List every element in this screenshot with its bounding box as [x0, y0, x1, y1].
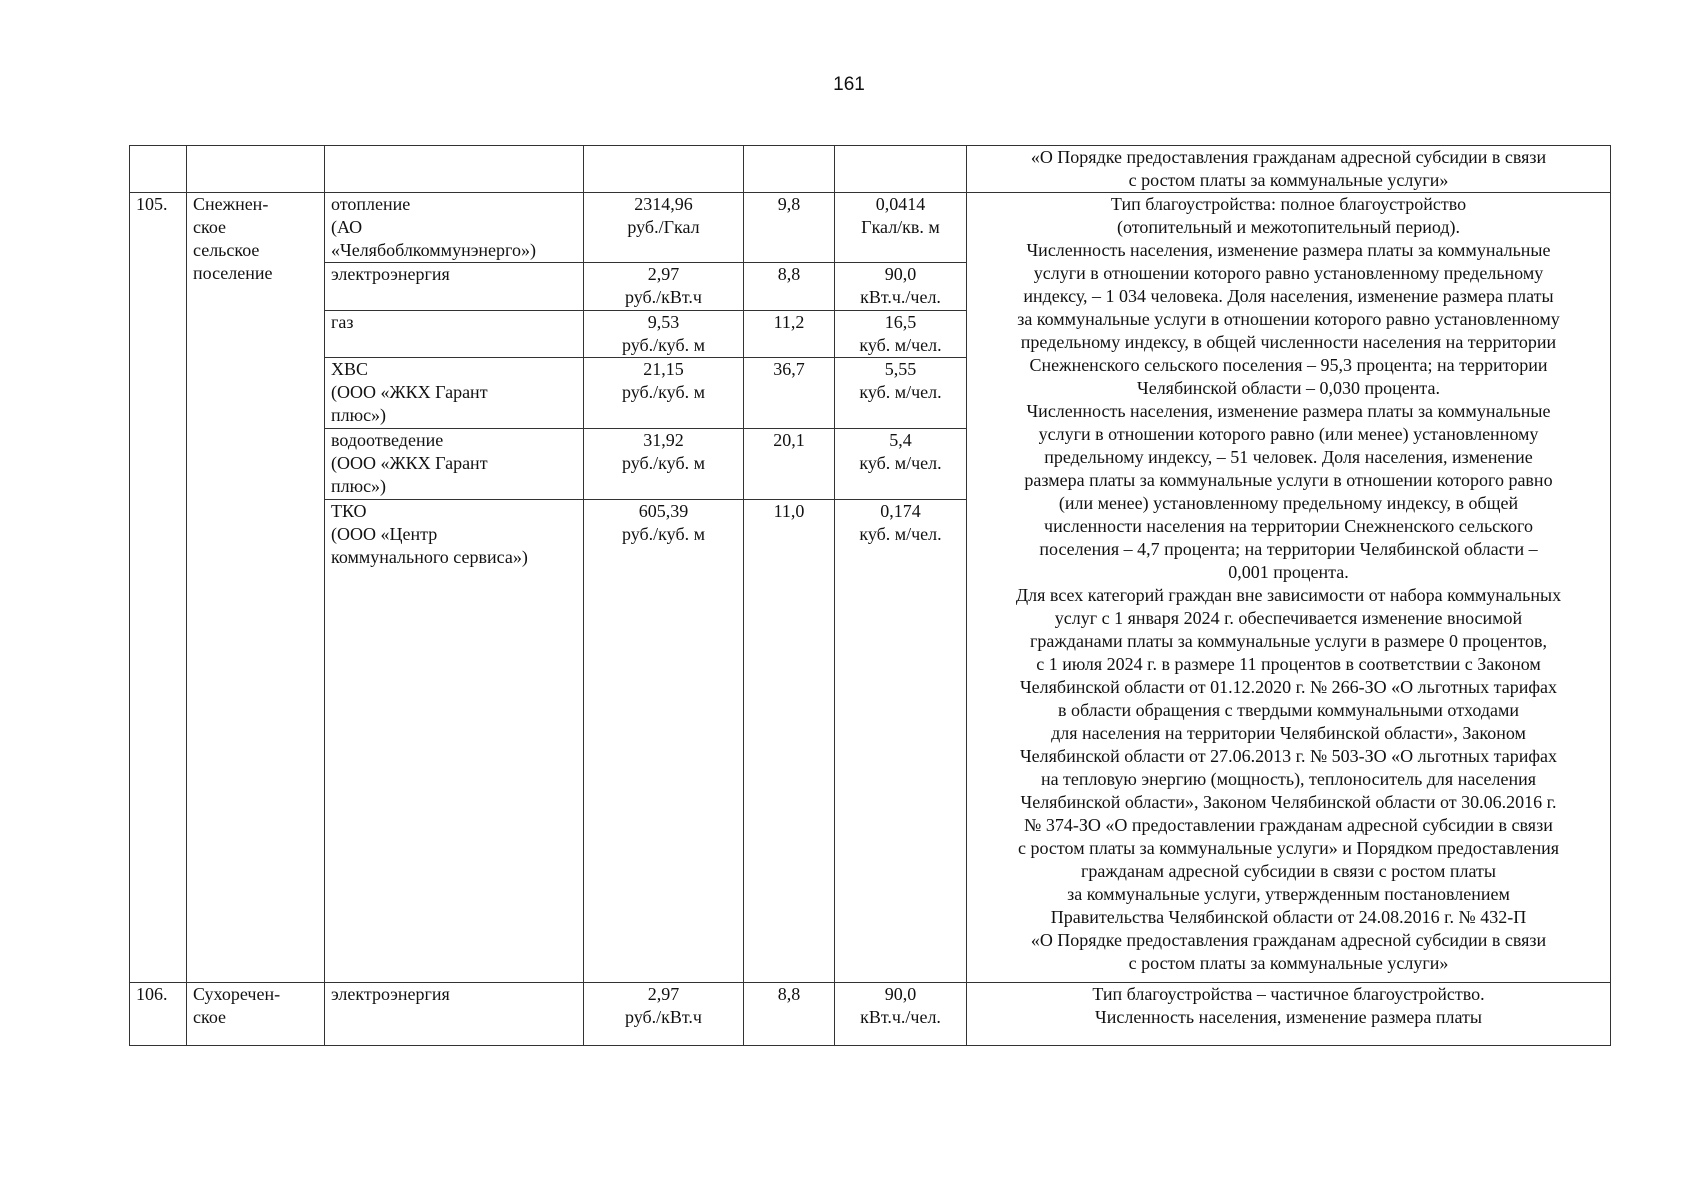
norm-value: 5,4 куб. м/чел. [835, 429, 967, 500]
norm-value: 90,0 кВт.ч./чел. [835, 983, 967, 1046]
cell-empty [835, 146, 967, 193]
cell-empty [325, 146, 584, 193]
cell-empty [584, 146, 744, 193]
continuation-row [130, 146, 1611, 193]
growth-value: 36,7 [744, 358, 835, 429]
growth-value: 9,8 [744, 193, 835, 263]
row-number: 105. [130, 193, 187, 983]
cell-empty [130, 146, 187, 193]
norm-value: 0,0414 Гкал/кв. м [835, 193, 967, 263]
settlement-name: Сухоречен- ское [187, 983, 325, 1046]
norm-value: 16,5 куб. м/чел. [835, 311, 967, 358]
norm-value: 90,0 кВт.ч./чел. [835, 263, 967, 311]
settlement-description: Тип благоустройства: полное благоустройство (отопительный и межотопительный период). Численность населения, изменение размера платы за коммунальные услуги в отношении которого равно установленному предельному индексу, – 1 034 человека. Доля населения, изменение размера платы за коммунальные услуги в отношении которого равно установленному предельному индексу, в общей численности населения на территории Снежненского сельского поселения – 95,3 процента; на территории Челябинской области – 0,030 процента. Численность населения, изменение размера платы за коммунальные услуги в отношении которого равно (или менее) установленному предельному индексу, – 51 человек. Доля населения, изменение размера платы за коммунальные услуги в отношении которого равно (или менее) установленному предельному индексу, в общей численности населения на территории Снежненского сельского поселения – 4,7 процента; на территории Челябинской области – 0,001 процента. Для всех категорий граждан вне зависимости от набора коммунальных услуг с 1 января 2024 г. обеспечивается изменение вносимой гражданами платы за коммунальные услуги в размере 0 процентов, с 1 июля 2024 г. в размере 11 процентов в соответствии с Законом Челябинской области от 01.12.2020 г. № 266-ЗО «О льготных тарифах в области обращения с твердыми коммунальными отходами для населения на территории Челябинской области», Законом Челябинской области от 27.06.2013 г. № 503-ЗО «О льготных тарифах на тепловую энергию (мощность), теплоноситель для населения Челябинской области», Законом Челябинской области от 30.06.2016 г. № 374-ЗО «О предоставлении гражданам адресной субсидии в связи с ростом платы за коммунальные услуги» и Порядком предоставления гражданам адресной субсидии в связи с ростом платы за коммунальные услуги, утвержденным постановлением Правительства Челябинской области от 24.08.2016 г. № 432-П «О Порядке предоставления гражданам адресной субсидии в связи с ростом платы за коммунальные услуги» [967, 193, 1611, 983]
settlement-description: Тип благоустройства – частичное благоустройство. Численность населения, изменение размера платы [967, 983, 1611, 1046]
tariff-value: 2,97 руб./кВт.ч [584, 983, 744, 1046]
row-number: 106. [130, 983, 187, 1046]
growth-value: 11,2 [744, 311, 835, 358]
growth-value: 20,1 [744, 429, 835, 500]
tariff-value: 605,39 руб./куб. м [584, 500, 744, 983]
tariff-table [129, 145, 1611, 1046]
cell-empty [187, 146, 325, 193]
service-name: ХВС (ООО «ЖКХ Гарант плюс») [325, 358, 584, 429]
continuation-text: «О Порядке предоставления гражданам адресной субсидии в связи с ростом платы за коммунальные услуги» [967, 146, 1611, 193]
service-name: отопление (АО «Челябоблкоммунэнерго») [325, 193, 584, 263]
service-name: ТКО (ООО «Центр коммунального сервиса») [325, 500, 584, 983]
tariff-value: 21,15 руб./куб. м [584, 358, 744, 429]
service-name: газ [325, 311, 584, 358]
service-name: электроэнергия [325, 983, 584, 1046]
table-row [130, 983, 1611, 1046]
service-name: электроэнергия [325, 263, 584, 311]
growth-value: 8,8 [744, 983, 835, 1046]
norm-value: 5,55 куб. м/чел. [835, 358, 967, 429]
growth-value: 11,0 [744, 500, 835, 983]
page-number: 161 [833, 74, 865, 95]
norm-value: 0,174 куб. м/чел. [835, 500, 967, 983]
settlement-name: Снежнен- ское сельское поселение [187, 193, 325, 983]
tariff-value: 2314,96 руб./Гкал [584, 193, 744, 263]
table-row [130, 193, 1611, 263]
cell-empty [744, 146, 835, 193]
tariff-value: 2,97 руб./кВт.ч [584, 263, 744, 311]
growth-value: 8,8 [744, 263, 835, 311]
service-name: водоотведение (ООО «ЖКХ Гарант плюс») [325, 429, 584, 500]
tariff-value: 9,53 руб./куб. м [584, 311, 744, 358]
tariff-value: 31,92 руб./куб. м [584, 429, 744, 500]
